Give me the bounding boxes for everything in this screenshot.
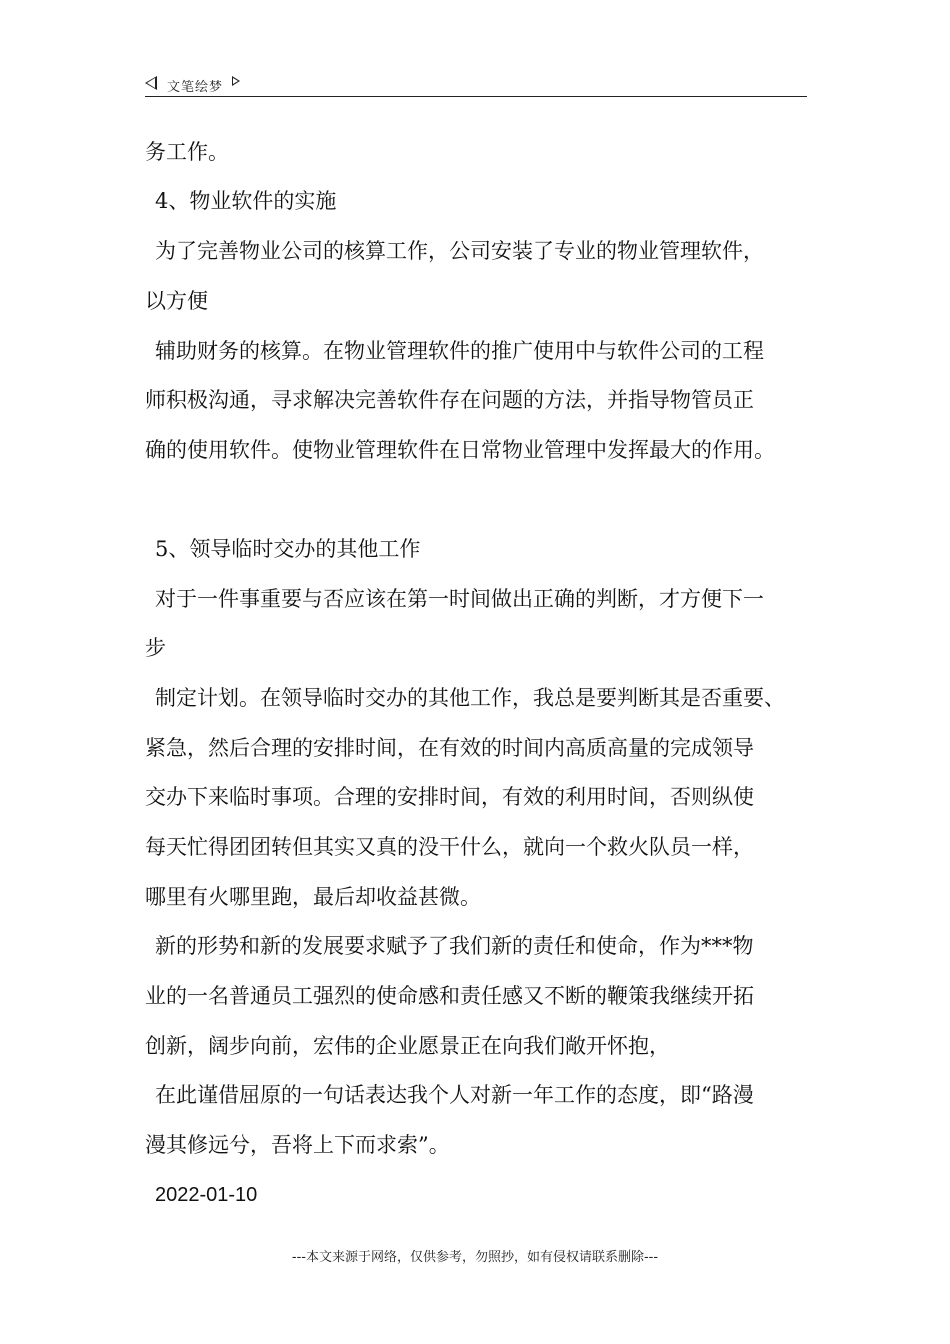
triangle-left-icon — [145, 76, 157, 90]
text-line: 在此谨借屈原的一句话表达我个人对新一年工作的态度，即“路漫 — [155, 1083, 754, 1107]
text-line: 辅助财务的核算。在物业管理软件的推广使用中与软件公司的工程 — [155, 339, 764, 363]
section-heading: 4、物业软件的实施 — [155, 189, 337, 213]
text-line: 业的一名普通员工强烈的使命感和责任感又不断的鞭策我继续开拓 — [145, 984, 754, 1008]
text-line: 哪里有火哪里跑，最后却收益甚微。 — [145, 885, 481, 909]
text-line: 确的使用软件。使物业管理软件在日常物业管理中发挥最大的作用。 — [145, 438, 775, 462]
text-line: 新的形势和新的发展要求赋予了我们新的责任和使命，作为***物 — [155, 934, 754, 958]
document-date: 2022-01-10 — [155, 1184, 258, 1206]
text-line: 漫其修远兮，吾将上下而求索”。 — [145, 1133, 450, 1157]
section-heading: 5、领导临时交办的其他工作 — [155, 537, 421, 561]
text-line: 务工作。 — [145, 140, 229, 164]
text-line: 紧急，然后合理的安排时间，在有效的时间内高质高量的完成领导 — [145, 736, 754, 760]
header-brand: 文笔绘梦 — [167, 80, 224, 95]
text-line: 以方便 — [145, 289, 208, 313]
text-line: 步 — [145, 636, 166, 660]
triangle-right-icon — [232, 76, 240, 86]
text-line: 创新，阔步向前，宏伟的企业愿景正在向我们敞开怀抱， — [145, 1034, 670, 1058]
page-header — [145, 74, 807, 97]
text-line: 师积极沟通，寻求解决完善软件存在问题的方法，并指导物管员正 — [145, 388, 754, 412]
text-line: 制定计划。在领导临时交办的其他工作，我总是要判断其是否重要、 — [155, 686, 785, 710]
text-line: 交办下来临时事项。合理的安排时间，有效的利用时间，否则纵使 — [145, 785, 754, 809]
page-footer: ---本文来源于网络，仅供参考，勿照抄，如有侵权请联系删除--- — [291, 1250, 659, 1265]
text-line: 对于一件事重要与否应该在第一时间做出正确的判断，才方便下一 — [155, 587, 764, 611]
text-line: 每天忙得团团转但其实又真的没干什么，就向一个救火队员一样， — [145, 835, 754, 859]
text-line: 为了完善物业公司的核算工作，公司安装了专业的物业管理软件， — [155, 239, 764, 263]
